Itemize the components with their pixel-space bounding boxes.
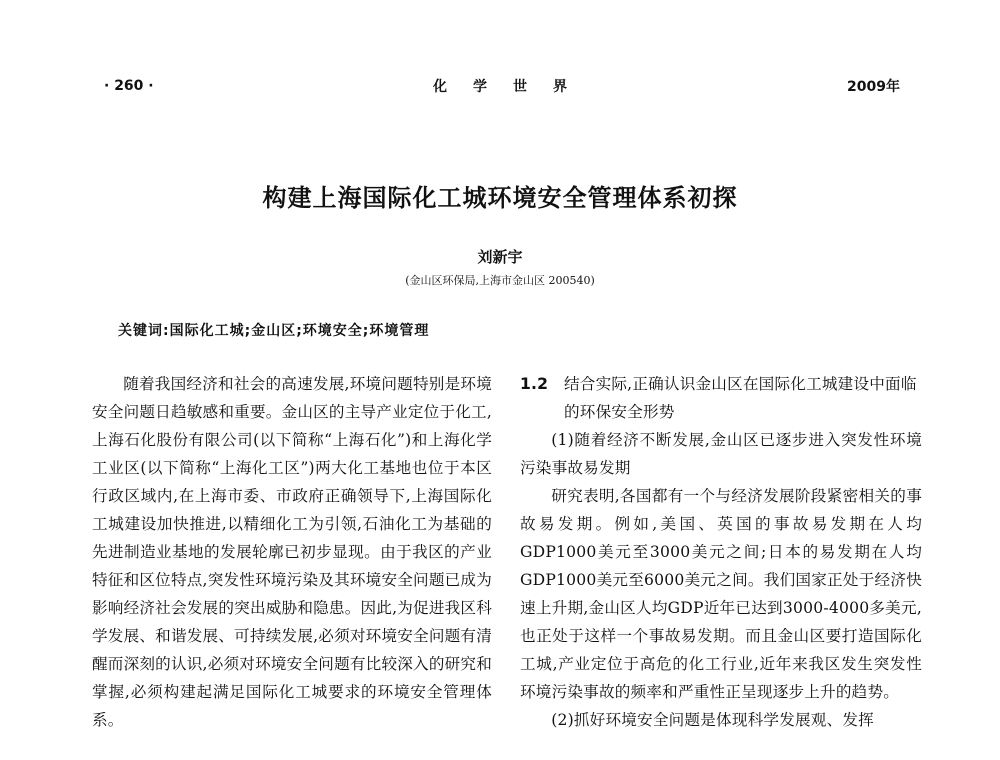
- running-header: [0, 74, 1000, 98]
- right-column: [520, 370, 922, 734]
- section-number: 1.2: [520, 375, 549, 393]
- keywords: 关键词:国际化工城;金山区;环境安全;环境管理: [118, 323, 430, 339]
- body-paragraph-intro: 随着我国经济和社会的高速发展,环境问题特别是环境安全问题日趋敏感和重要。金山区的主导产业定位于化工,上海石化股份有限公司(以下简称“上海石化”)和上海化学工业区(以下简称“上海化工区”)两大化工基地也位于本区行政区域内,在上海市委、市政府正确领导下,上海国际化工城建设加快推进,以精细化工为引领,石油化工为基础的先进制造业基地的发展轮廓已初步显现。由于我区的产业特征和区位特点,突发性环境污染及其环境安全问题已成为影响经济社会发展的突出威胁和隐患。因此,为促进我区科学发展、和谐发展、可持续发展,必须对环境安全问题有清醒而深刻的认识,必须对环境安全问题有比较深入的研究和掌握,必须构建起满足国际化工城要求的环境安全管理体系。: [92, 375, 493, 729]
- article-title: 构建上海国际化工城环境安全管理体系初探: [262, 184, 738, 212]
- left-column: [92, 370, 492, 734]
- page-number: · 260 ·: [104, 78, 154, 94]
- article-author: 刘新宇: [477, 248, 523, 266]
- journal-year: 2009年: [847, 79, 900, 95]
- section-heading: [520, 370, 922, 426]
- journal-name: 化学世界: [433, 79, 593, 95]
- section-title: 结合实际,正确认识金山区在国际化工城建设中面临的环保安全形势: [564, 375, 917, 421]
- subsection-item-2: (2)抓好环境安全问题是体现科学发展观、发挥: [551, 711, 874, 729]
- subsection-item-1: (1)随着经济不断发展,金山区已逐步进入突发性环境污染事故易发期: [520, 431, 922, 477]
- author-affiliation: (金山区环保局,上海市金山区 200540): [405, 274, 595, 287]
- body-paragraph-research: 研究表明,各国都有一个与经济发展阶段紧密相关的事故易发期。例如,美国、英国的事故易发期在人均GDP1000美元至3000美元之间;日本的易发期在人均GDP1000美元至6000美元之间。我们国家正处于经济快速上升期,金山区人均GDP近年已达到3000-4000多美元,也正处于这样一个事故易发期。而且金山区要打造国际化工城,产业定位于高危的化工行业,近年来我区发生突发性环境污染事故的频率和严重性正呈现逐步上升的趋势。: [520, 487, 922, 701]
